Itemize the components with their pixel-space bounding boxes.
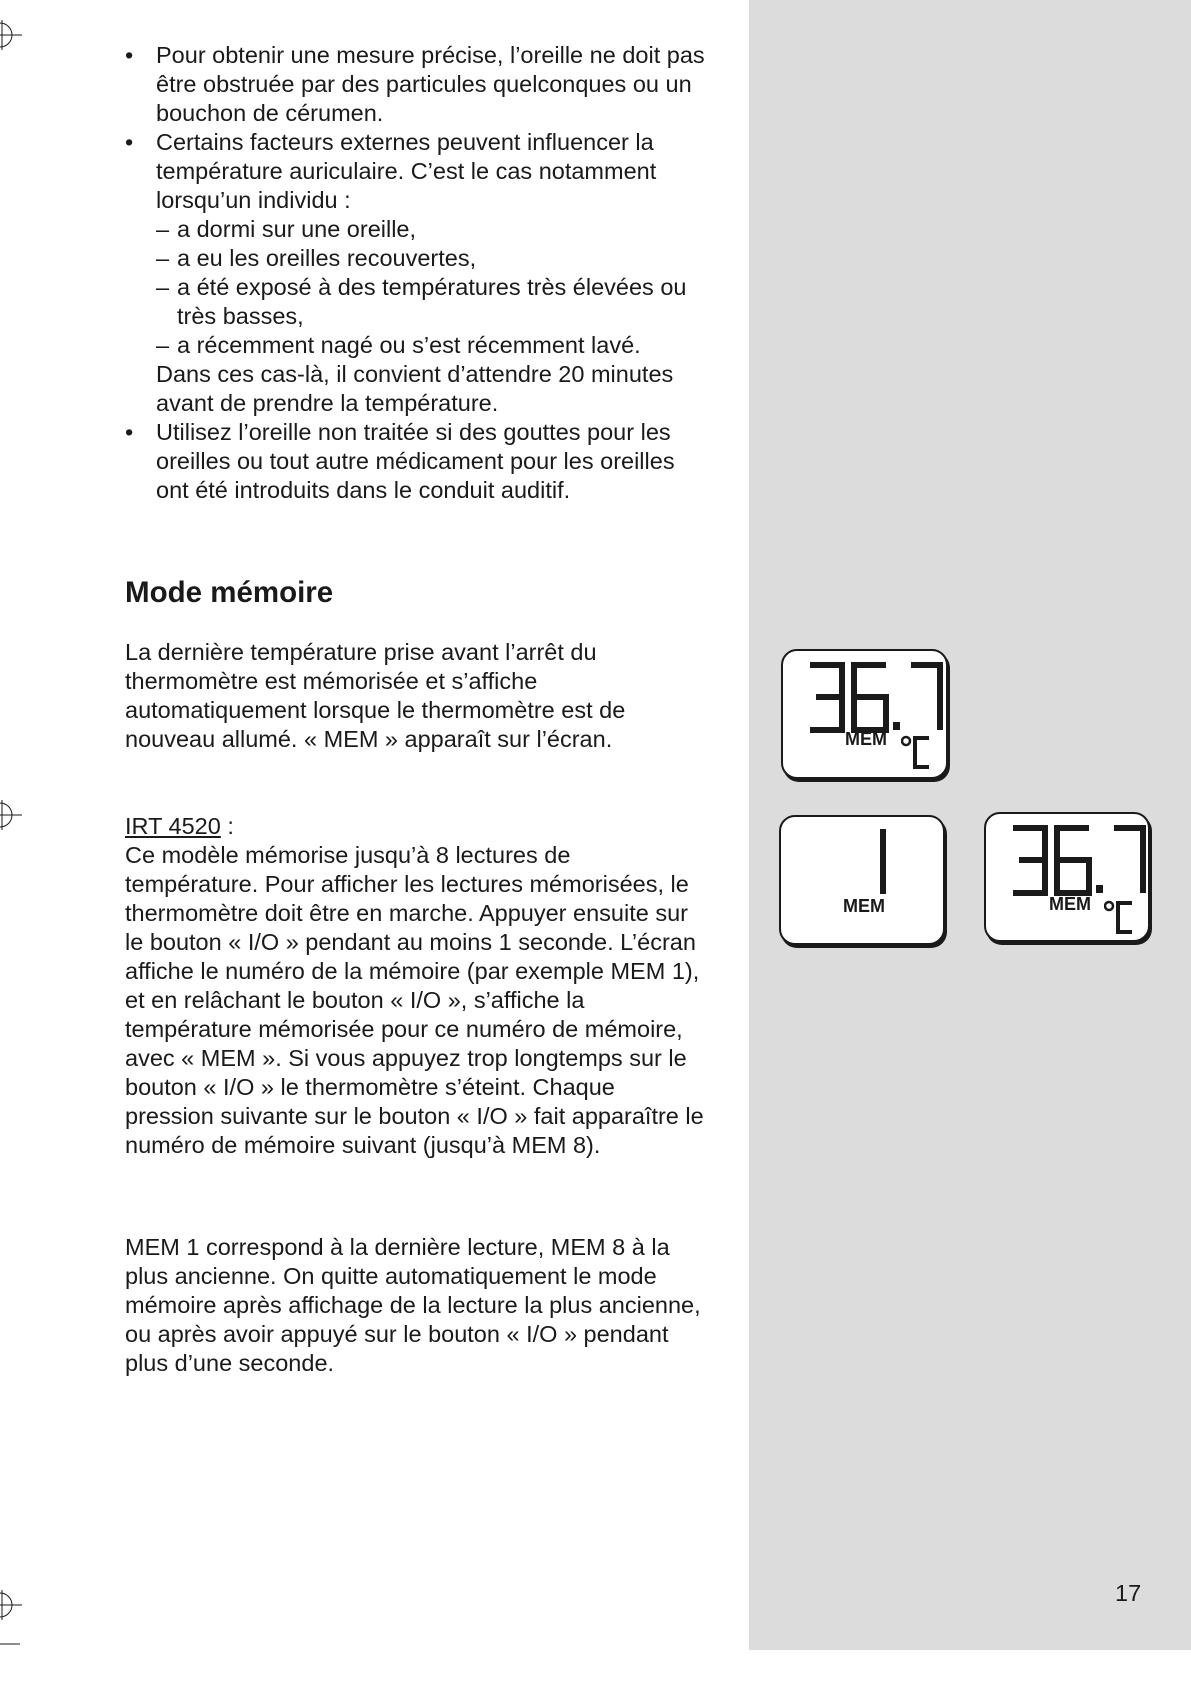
mem-label: MEM	[845, 729, 887, 749]
lcd-display-memory-number	[779, 815, 945, 945]
section-title: Mode mémoire	[125, 576, 334, 609]
mem-label: MEM	[843, 896, 885, 916]
model-name: IRT 4520	[125, 813, 221, 839]
model-heading: IRT 4520 :	[125, 813, 234, 839]
dash-list	[156, 215, 705, 360]
bullet-item: • Pour obtenir une mesure précise, l’oreille ne doit pas être obstruée par des particules quelconques ou un bouchon de cérumen.	[125, 41, 705, 128]
bullet-followup: Dans ces cas-là, il convient d’attendre 20 minutes avant de prendre la température.	[156, 361, 674, 416]
lcd-display-temperature	[781, 649, 948, 779]
mem-label: MEM	[1049, 894, 1091, 914]
lcd-display-temperature-recalled	[984, 812, 1150, 942]
intro-paragraph: La dernière température prise avant l’arrêt du thermomètre est mémorisée et s’affiche automatiquement lorsque le thermomètre est de nouveau allumé. « MEM » apparaît sur l’écran.	[125, 639, 626, 752]
crop-mark-icon	[0, 20, 24, 50]
bullet-item: • Utilisez l’oreille non traitée si des gouttes pour les oreilles ou tout autre médicament pour les oreilles ont été introduits dans le conduit auditif.	[125, 418, 705, 505]
celsius-icon	[1104, 900, 1140, 934]
bullet-list	[125, 41, 705, 505]
dash-item: – a récemment nagé ou s’est récemment lavé.	[156, 331, 705, 360]
model-section	[125, 812, 710, 1160]
dash-item: – a eu les oreilles recouvertes,	[156, 244, 705, 273]
closing-paragraph: MEM 1 correspond à la dernière lecture, MEM 8 à la plus ancienne. On quitte automatiquement le mode mémoire après affichage de la lecture la plus ancienne, ou après avoir appuyé sur le bouton « I/O » pendant plus d’une seconde.	[125, 1234, 701, 1376]
model-paragraph: Ce modèle mémorise jusqu’à 8 lectures de température. Pour afficher les lectures mémorisées, le thermomètre doit être en marche. Appuyer ensuite sur le bouton « I/O » pendant au moins 1 seconde. L’écran affiche le numéro de la mémoire (par exemple MEM 1), et en relâchant le bouton « I/O », s’affiche la température mémorisée pour ce numéro de mémoire, avec « MEM ». Si vous appuyez trop longtemps sur le bouton « I/O » le thermomètre s’éteint. Chaque pression suivante sur le bouton « I/O » fait apparaître le numéro de mémoire suivant (jusqu’à MEM 8).	[125, 842, 704, 1158]
bullet-section	[125, 41, 705, 505]
dash-item: – a dormi sur une oreille,	[156, 215, 705, 244]
dash-item: – a été exposé à des températures très élevées ou très basses,	[156, 273, 705, 331]
crop-mark-icon	[0, 1590, 24, 1650]
celsius-icon	[901, 735, 937, 769]
crop-mark-icon	[0, 800, 24, 830]
page-number: 17	[1115, 1580, 1142, 1606]
bullet-item: • Certains facteurs externes peuvent influencer la température auriculaire. C’est le cas notamment lorsqu’un individu : – a dormi sur une oreille, – a eu les oreilles recouvertes, – a été exposé à des températures très élevées ou très basses, – a récemment nagé ou s’est récemment lavé. Dans ces cas-là, il convient d’attendre 20 minutes avant de prendre la température.	[125, 128, 705, 418]
lcd-digits	[781, 817, 947, 947]
